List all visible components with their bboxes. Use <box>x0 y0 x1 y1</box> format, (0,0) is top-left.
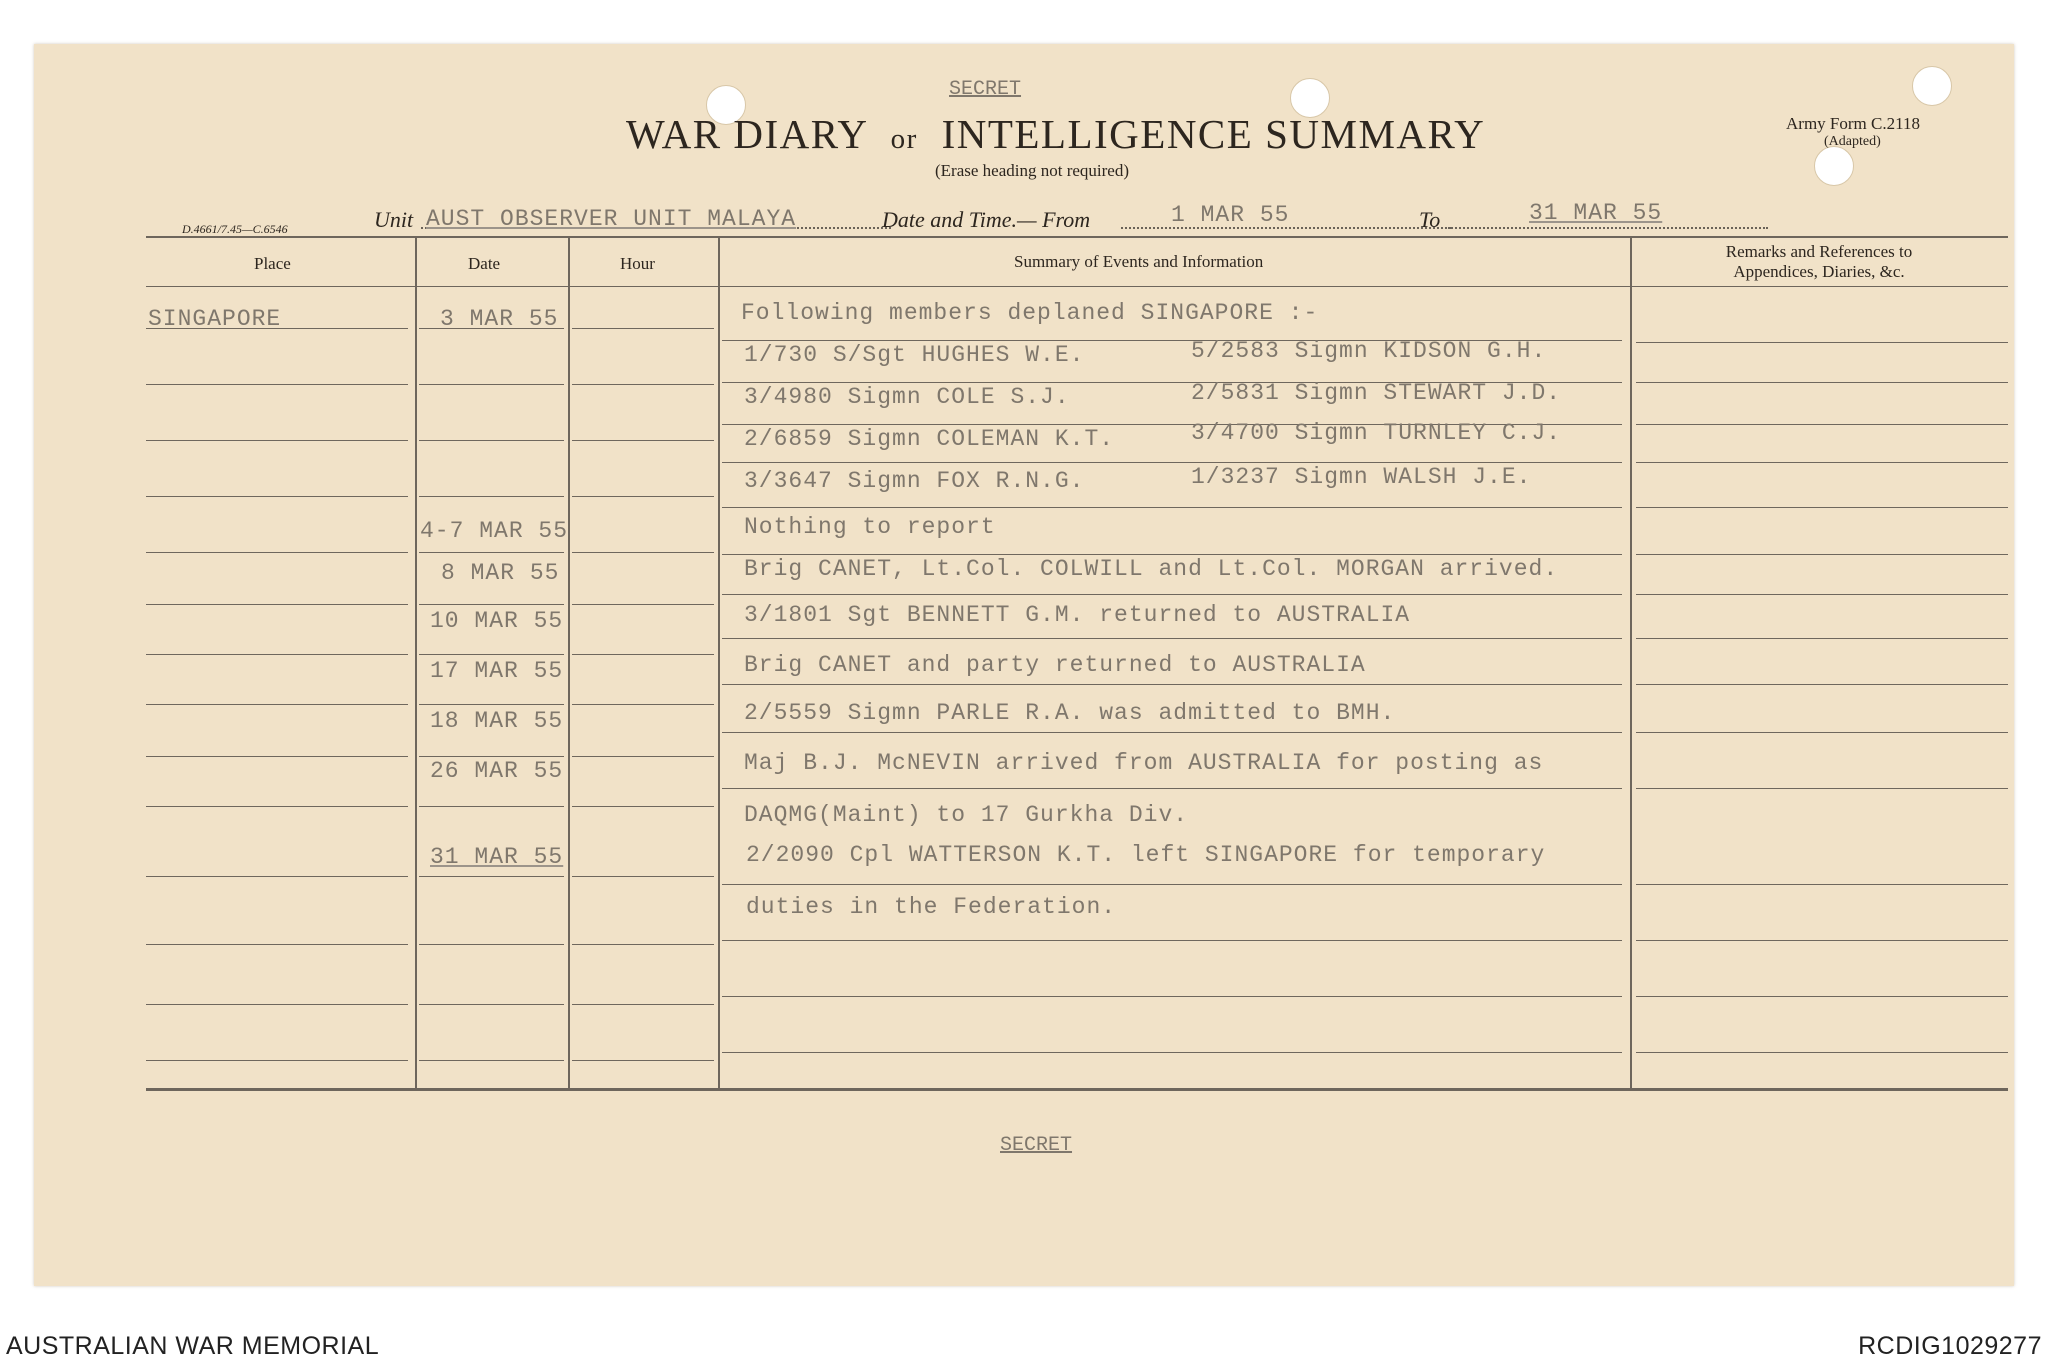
row-line <box>572 384 714 385</box>
diary-page <box>34 44 2014 1286</box>
row-line <box>722 788 1622 789</box>
remarks-header-line1: Remarks and References to <box>1725 242 1913 261</box>
row-line <box>572 806 714 807</box>
row-line <box>722 732 1622 733</box>
to-value: 31 MAR 55 <box>1529 200 1663 226</box>
row-line <box>1636 507 2008 508</box>
row-line <box>419 944 564 945</box>
column-header-date: Date <box>468 254 501 273</box>
row-line <box>722 638 1622 639</box>
form-code: D.4661/7.45—C.6546 <box>182 222 288 236</box>
row-line <box>1636 684 2008 685</box>
entry-date: 8 MAR 55 <box>441 560 560 586</box>
punch-hole <box>1912 66 1952 106</box>
row-line <box>146 604 408 605</box>
row-line <box>1636 638 2008 639</box>
row-line <box>1636 462 2008 463</box>
entry-date: 26 MAR 55 <box>430 758 564 784</box>
row-line <box>1636 996 2008 997</box>
entry-date: 18 MAR 55 <box>430 708 564 734</box>
row-line <box>1636 884 2008 885</box>
row-line <box>419 806 564 807</box>
entry-date: 3 MAR 55 <box>440 306 559 332</box>
row-line <box>146 944 408 945</box>
entry-summary: Nothing to report <box>744 514 996 540</box>
row-line <box>146 654 408 655</box>
member-entry: 3/4980 Sigmn COLE S.J. <box>744 384 1070 410</box>
entry-summary: Maj B.J. McNEVIN arrived from AUSTRALIA for posting as <box>744 750 1544 776</box>
row-line <box>572 876 714 877</box>
from-value: 1 MAR 55 <box>1171 202 1290 228</box>
page-title <box>626 110 1485 158</box>
row-line <box>572 654 714 655</box>
entry-date: 10 MAR 55 <box>430 608 564 634</box>
member-entry: 1/730 S/Sgt HUGHES W.E. <box>744 342 1085 368</box>
row-line <box>1636 424 2008 425</box>
row-line <box>1636 554 2008 555</box>
row-line <box>146 552 408 553</box>
member-entry: 5/2583 Sigmn KIDSON G.H. <box>1191 338 1547 364</box>
row-line <box>419 1060 564 1061</box>
row-line <box>572 944 714 945</box>
to-dotted-line <box>1448 227 1768 229</box>
column-divider <box>568 236 570 1088</box>
unit-value: AUST OBSERVER UNIT MALAYA <box>426 206 797 232</box>
row-line <box>1636 940 2008 941</box>
row-line <box>722 507 1622 508</box>
entry-summary: Following members deplaned SINGAPORE :- <box>741 300 1319 326</box>
row-line <box>146 1004 408 1005</box>
row-line <box>572 552 714 553</box>
row-line <box>146 756 408 757</box>
table-bottom-border <box>146 1088 2008 1091</box>
secret-stamp-top: SECRET <box>949 78 1022 101</box>
row-line <box>419 876 564 877</box>
entry-summary: 2/2090 Cpl WATTERSON K.T. left SINGAPORE for temporary <box>746 842 1546 868</box>
column-divider <box>1630 236 1632 1088</box>
row-line <box>146 496 408 497</box>
row-line <box>572 440 714 441</box>
unit-label: Unit <box>374 207 414 232</box>
entry-summary: 3/1801 Sgt BENNETT G.M. returned to AUSTRALIA <box>744 602 1411 628</box>
entry-date: 17 MAR 55 <box>430 658 564 684</box>
row-line <box>572 756 714 757</box>
table-top-border <box>146 236 2008 238</box>
row-line <box>1636 732 2008 733</box>
row-line <box>1636 342 2008 343</box>
row-line <box>572 704 714 705</box>
page-subtitle: (Erase heading not required) <box>935 161 1129 180</box>
member-entry: 3/4700 Sigmn TURNLEY C.J. <box>1191 420 1562 446</box>
row-line <box>572 1060 714 1061</box>
row-line <box>146 384 408 385</box>
date-time-label: Date and Time.— From <box>882 207 1091 232</box>
row-line <box>1636 382 2008 383</box>
row-line <box>419 496 564 497</box>
column-header-place: Place <box>254 254 291 273</box>
row-line <box>572 1004 714 1005</box>
row-line <box>419 654 564 655</box>
entry-place: SINGAPORE <box>148 306 282 332</box>
column-header-hour: Hour <box>620 254 655 273</box>
row-line <box>1636 788 2008 789</box>
record-id: RCDIG1029277 <box>1858 1332 2042 1360</box>
row-line <box>419 552 564 553</box>
entry-date: 31 MAR 55 <box>430 844 564 870</box>
entry-summary: duties in the Federation. <box>746 894 1117 920</box>
row-line <box>146 876 408 877</box>
member-entry: 1/3237 Sigmn WALSH J.E. <box>1191 464 1532 490</box>
member-entry: 2/6859 Sigmn COLEMAN K.T. <box>744 426 1115 452</box>
secret-stamp-bottom: SECRET <box>1000 1134 1073 1157</box>
row-line <box>572 328 714 329</box>
row-line <box>419 604 564 605</box>
row-line <box>722 684 1622 685</box>
row-line <box>572 604 714 605</box>
row-line <box>1636 1052 2008 1053</box>
row-line <box>419 1004 564 1005</box>
row-line <box>722 996 1622 997</box>
row-line <box>722 594 1622 595</box>
row-line <box>722 462 1622 463</box>
archive-credit: AUSTRALIAN WAR MEMORIAL <box>6 1332 380 1360</box>
row-line <box>572 496 714 497</box>
entry-summary: DAQMG(Maint) to 17 Gurkha Div. <box>744 802 1189 828</box>
title-intelligence-summary: INTELLIGENCE SUMMARY <box>941 111 1486 157</box>
army-form-label: Army Form C.2118 <box>1786 114 1920 133</box>
column-header-remarks <box>1630 242 2008 282</box>
column-divider <box>415 236 417 1088</box>
punch-hole <box>1814 146 1854 186</box>
row-line <box>146 704 408 705</box>
row-line <box>1636 594 2008 595</box>
entry-summary: Brig CANET and party returned to AUSTRALIA <box>744 652 1366 678</box>
row-line <box>419 756 564 757</box>
row-line <box>722 940 1622 941</box>
member-entry: 2/5831 Sigmn STEWART J.D. <box>1191 380 1562 406</box>
row-line <box>146 1060 408 1061</box>
title-war-diary: WAR DIARY <box>626 111 867 157</box>
member-entry: 3/3647 Sigmn FOX R.N.G. <box>744 468 1085 494</box>
table-header-bottom-border <box>146 286 2008 287</box>
row-line <box>146 440 408 441</box>
column-divider <box>718 236 720 1088</box>
row-line <box>722 884 1622 885</box>
remarks-header-line2: Appendices, Diaries, &c. <box>1733 262 1905 281</box>
adapted-label: (Adapted) <box>1824 134 1881 149</box>
column-header-summary: Summary of Events and Information <box>1014 252 1264 271</box>
entry-date: 4-7 MAR 55 <box>420 518 569 544</box>
row-line <box>722 554 1622 555</box>
row-line <box>419 440 564 441</box>
row-line <box>419 704 564 705</box>
row-line <box>146 806 408 807</box>
title-or: or <box>890 123 918 155</box>
row-line <box>722 1052 1622 1053</box>
row-line <box>419 384 564 385</box>
entry-summary: Brig CANET, Lt.Col. COLWILL and Lt.Col. MORGAN arrived. <box>744 556 1559 582</box>
to-label: To <box>1419 207 1441 232</box>
entry-summary: 2/5559 Sigmn PARLE R.A. was admitted to BMH. <box>744 700 1396 726</box>
